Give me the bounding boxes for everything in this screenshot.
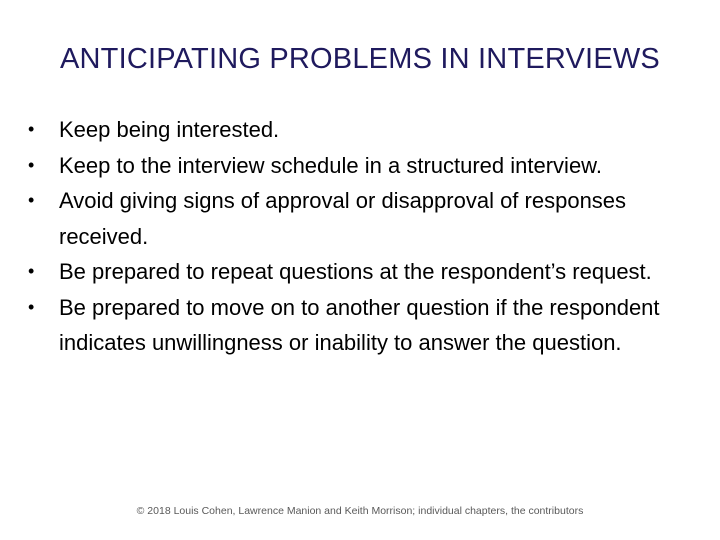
- bullet-icon: •: [28, 190, 35, 210]
- bullet-item: [28, 183, 668, 254]
- bullet-text: Avoid giving signs of approval or disapproval of responses received.: [59, 188, 627, 249]
- bullet-list: [28, 112, 668, 361]
- bullet-icon: •: [28, 154, 35, 175]
- slide-title: ANTICIPATING PROBLEMS IN INTERVIEWS: [60, 43, 660, 75]
- bullet-text: Be prepared to move on to another question if the respondent indicates unwillingness or inability to answer the question.: [59, 294, 660, 355]
- bullet-item: [28, 112, 668, 148]
- bullet-item: [28, 148, 668, 184]
- bullet-item: [28, 290, 668, 361]
- bullet-item: [28, 254, 668, 290]
- copyright-footer: © 2018 Louis Cohen, Lawrence Manion and Keith Morrison; individual chapters, the contributors: [136, 505, 584, 517]
- bullet-text: Be prepared to repeat questions at the respondent’s request.: [59, 259, 652, 284]
- bullet-text: Keep being interested.: [59, 117, 280, 142]
- bullet-icon: •: [28, 296, 35, 317]
- bullet-icon: •: [28, 119, 35, 139]
- bullet-icon: •: [28, 261, 35, 281]
- bullet-text: Keep to the interview schedule in a structured interview.: [59, 152, 602, 178]
